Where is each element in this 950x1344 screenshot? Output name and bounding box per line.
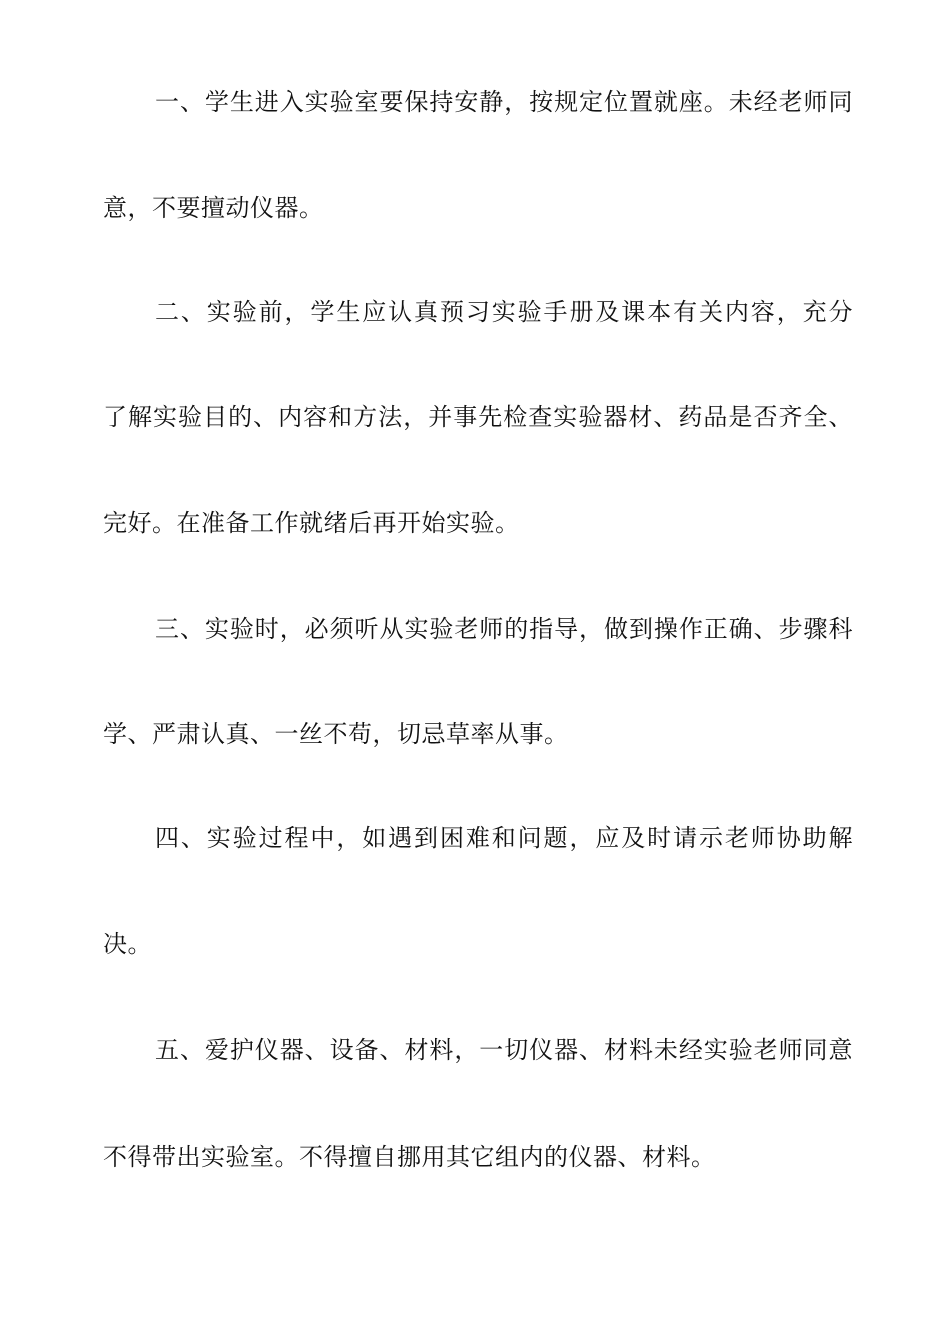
rule-2-line-3: 完好。在准备工作就绪后再开始实验。: [103, 509, 520, 537]
rule-3-line-1: 三、实验时，必须听从实验老师的指导，做到操作正确、步骤科: [155, 615, 853, 643]
rule-1-line-2: 意，不要擅动仪器。: [103, 194, 324, 222]
rule-2-line-2: 了解实验目的、内容和方法，并事先检查实验器材、药品是否齐全、: [103, 403, 853, 431]
rule-2-line-1: 二、实验前，学生应认真预习实验手册及课本有关内容，充分: [155, 298, 853, 326]
rule-3-line-2: 学、严肃认真、一丝不苟，切忌草率从事。: [103, 720, 569, 748]
rule-5-line-1: 五、爱护仪器、设备、材料，一切仪器、材料未经实验老师同意: [155, 1036, 853, 1064]
rule-4-line-2: 决。: [103, 930, 152, 958]
rule-4-line-1: 四、实验过程中，如遇到困难和问题，应及时请示老师协助解: [155, 824, 853, 852]
rule-5-line-2: 不得带出实验室。不得擅自挪用其它组内的仪器、材料。: [103, 1143, 716, 1171]
rule-1-line-1: 一、学生进入实验室要保持安静，按规定位置就座。未经老师同: [155, 88, 853, 116]
